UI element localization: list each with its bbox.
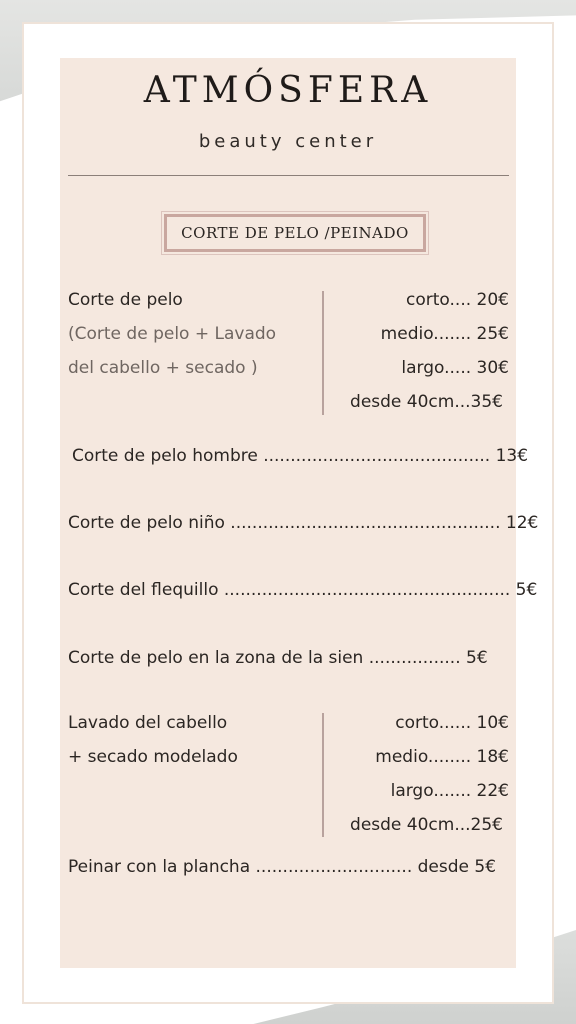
price-medio: medio....... 25€ [380, 324, 509, 344]
service-desc-line1: (Corte de pelo + Lavado [68, 324, 277, 344]
price-largo: largo..... 30€ [401, 358, 509, 378]
price-divider-1 [322, 291, 324, 415]
brand-title: ATMÓSFERA [143, 70, 433, 111]
service-sien: Corte de pelo en la zona de la sien ................. 5€ [68, 648, 488, 668]
service-name-corte-pelo: Corte de pelo [68, 290, 183, 310]
lavado-price-medio: medio........ 18€ [375, 747, 509, 767]
price-desde-40cm: desde 40cm...35€ [350, 392, 503, 412]
lavado-price-corto: corto...... 10€ [395, 713, 509, 733]
service-plancha: Peinar con la plancha ............................. desde 5€ [68, 857, 497, 877]
service-flequillo: Corte del flequillo ..................................................... 5€ [68, 580, 538, 600]
section-title: CORTE DE PELO /PEINADO [181, 224, 409, 242]
service-hombre: Corte de pelo hombre .......................................... 13€ [72, 446, 529, 466]
section-title-badge [164, 214, 426, 252]
header-divider [68, 175, 509, 176]
service-lavado-line2: + secado modelado [68, 747, 238, 767]
service-lavado-line1: Lavado del cabello [68, 713, 228, 733]
price-corto: corto.... 20€ [406, 290, 509, 310]
lavado-price-largo: largo....... 22€ [390, 781, 509, 801]
service-nino: Corte de pelo niño .................................................. 12€ [68, 513, 539, 533]
lavado-price-desde-40cm: desde 40cm...25€ [350, 815, 503, 835]
service-desc-line2: del cabello + secado ) [68, 358, 258, 378]
brand-tagline: beauty center [198, 131, 378, 152]
price-divider-2 [322, 713, 324, 837]
